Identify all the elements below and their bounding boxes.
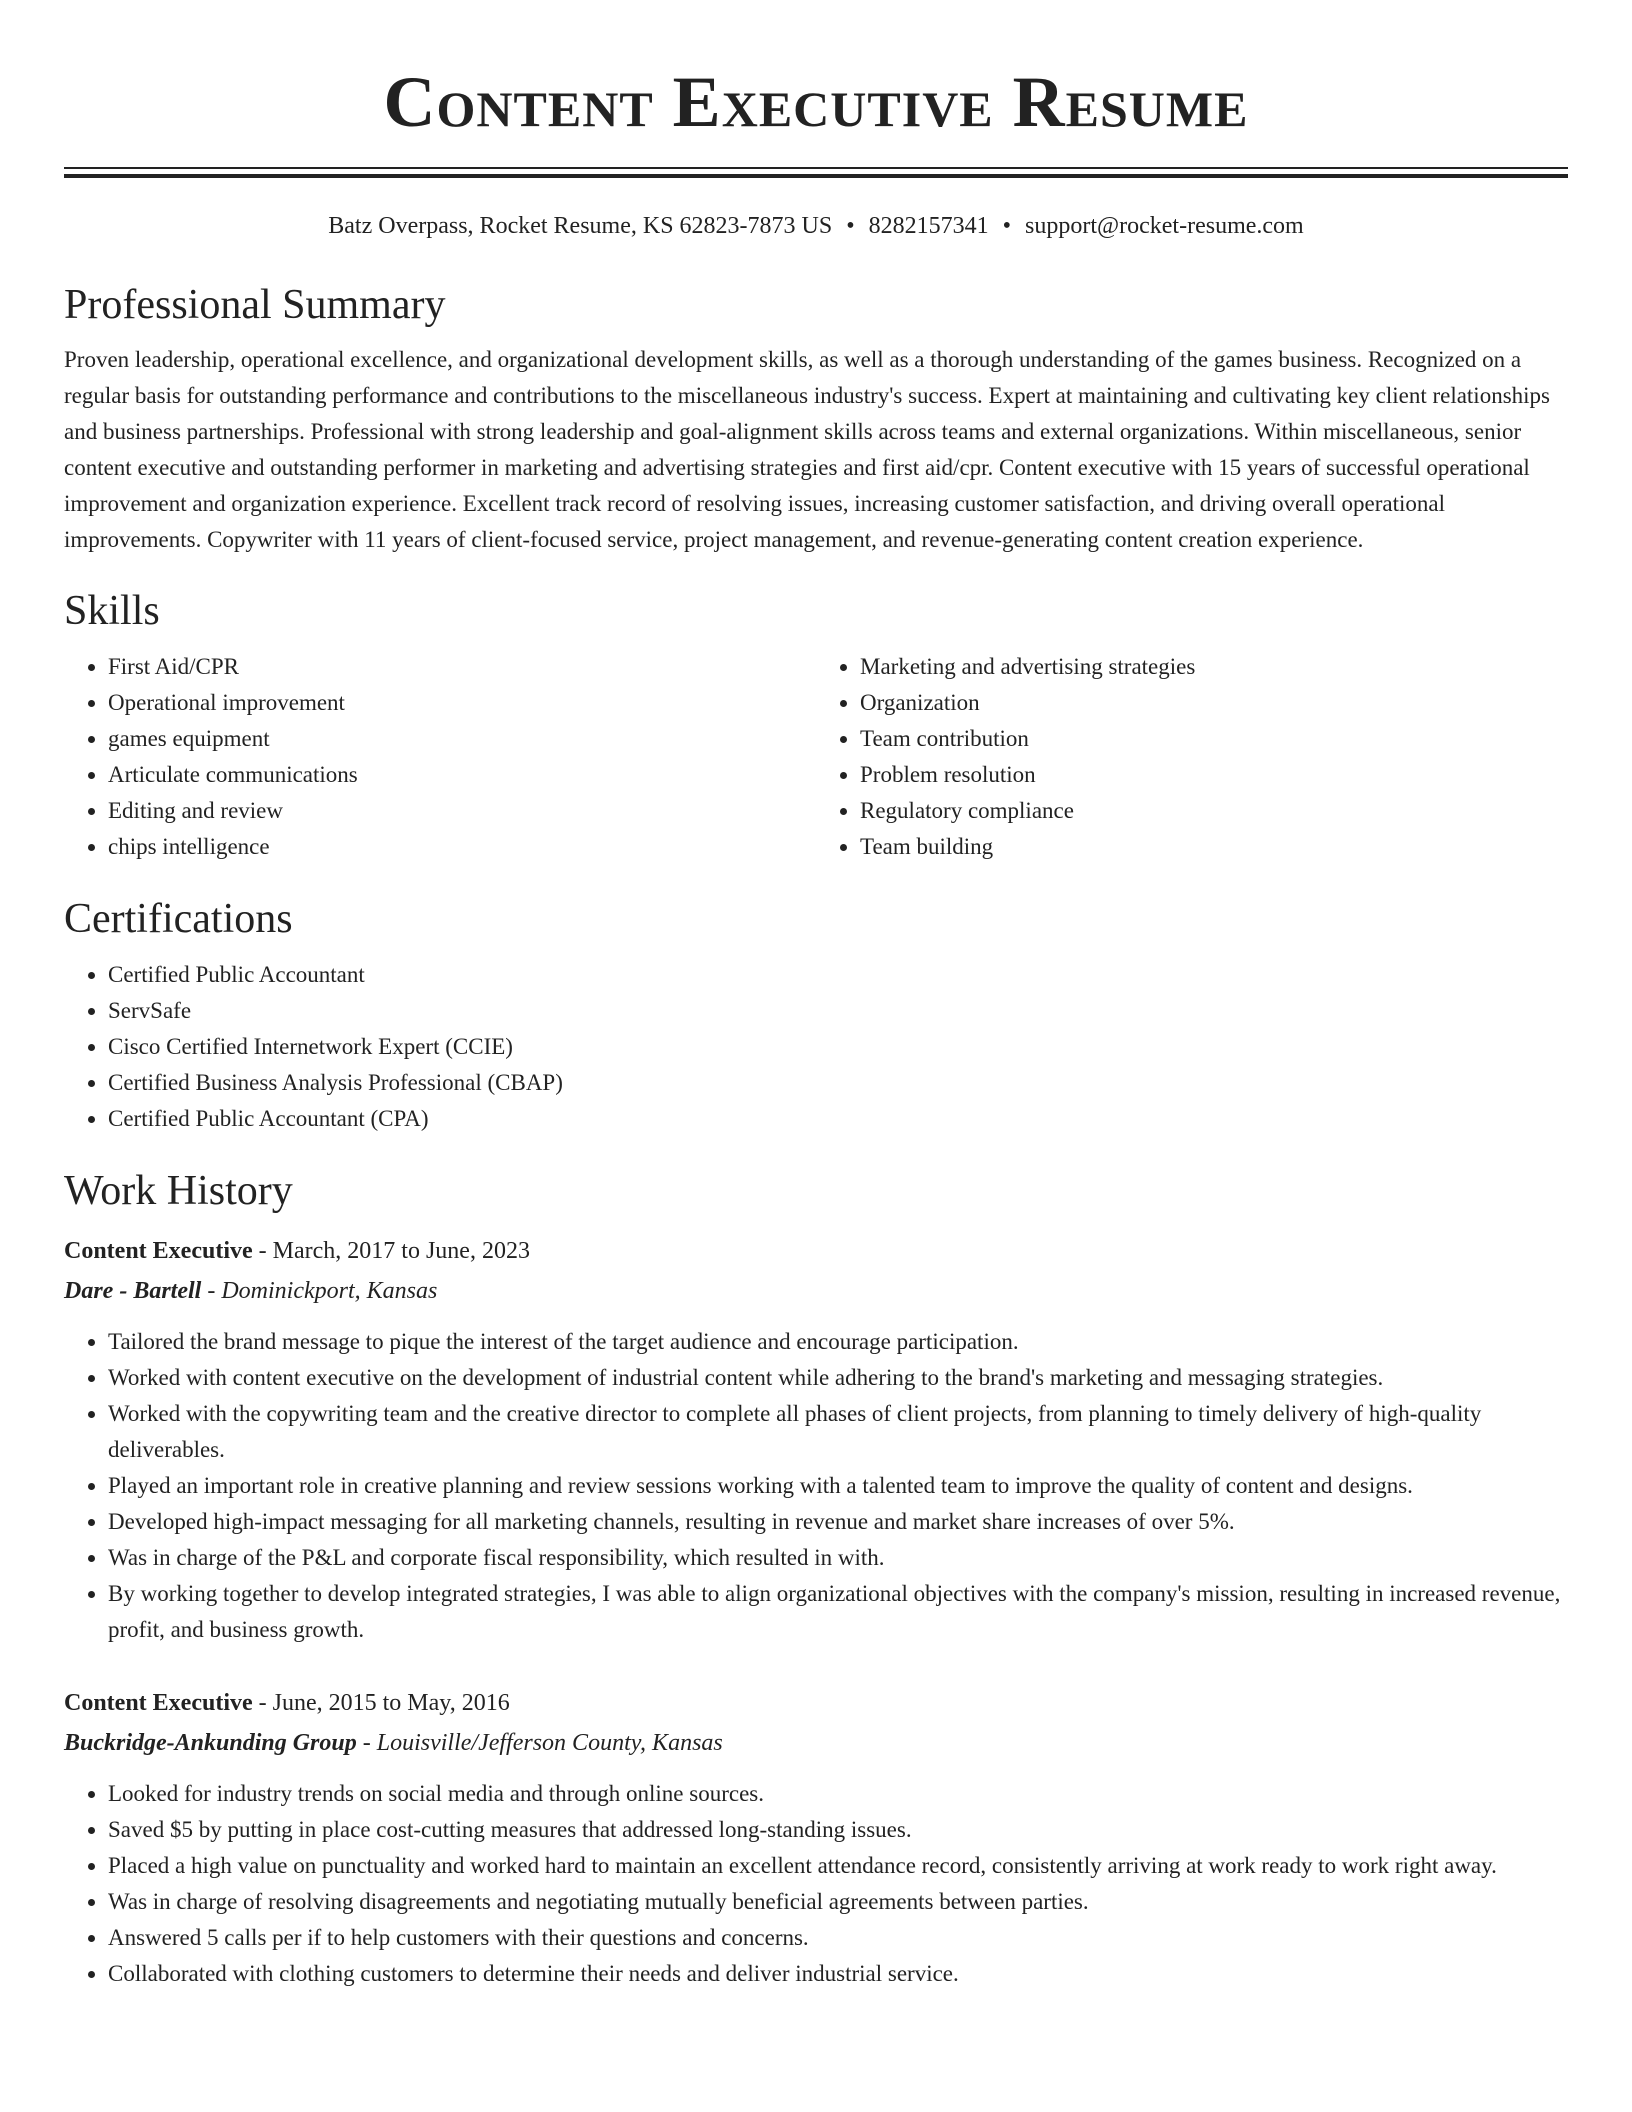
certification-item: • Certified Business Analysis Professional (CBAP) xyxy=(108,1065,1568,1101)
job-bullet: • Saved $5 by putting in place cost-cutting measures that addressed long-standing issues. xyxy=(108,1812,1568,1848)
job-entry xyxy=(64,1231,1568,1648)
job-bullet: • Was in charge of the P&L and corporate fiscal responsibility, which resulted in with. xyxy=(108,1540,1568,1576)
job-bullet: • Collaborated with clothing customers to determine their needs and deliver industrial service. xyxy=(108,1956,1568,1992)
certifications-list xyxy=(64,957,1568,1137)
contact-line xyxy=(64,211,1568,241)
job-bullet: • Was in charge of resolving disagreements and negotiating mutually beneficial agreements between parties. xyxy=(108,1884,1568,1920)
contact-phone: 8282157341 xyxy=(868,213,989,239)
job-bullet: • By working together to develop integrated strategies, I was able to align organizational objectives with the company's mission, resulting in increased revenue, profit, and business growth. xyxy=(108,1576,1568,1648)
job-location: Dominickport, Kansas xyxy=(221,1278,438,1304)
job-role: Content Executive xyxy=(64,1238,253,1264)
work-history-heading: Work History xyxy=(64,1168,293,1214)
summary-heading: Professional Summary xyxy=(64,282,446,328)
certification-item: • Certified Public Accountant (CPA) xyxy=(108,1101,1568,1137)
job-bullet: • Worked with content executive on the development of industrial content while adhering to the brand's marketing and messaging strategies. xyxy=(108,1360,1568,1396)
skill-item: • First Aid/CPR xyxy=(108,649,816,685)
skill-item: • games equipment xyxy=(108,721,816,757)
skill-item: • Marketing and advertising strategies xyxy=(860,649,1568,685)
skills-grid xyxy=(64,649,1568,865)
job-bullet: • Placed a high value on punctuality and worked hard to maintain an excellent attendance record, consistently arriving at work ready to work right away. xyxy=(108,1848,1568,1884)
job-dates: June, 2015 to May, 2016 xyxy=(272,1690,510,1716)
job-bullet: • Worked with the copywriting team and the creative director to complete all phases of client projects, from planning to timely delivery of high-quality deliverables. xyxy=(108,1396,1568,1468)
skill-item: • Organization xyxy=(860,685,1568,721)
resume-title: Content Executive Resume xyxy=(383,62,1249,142)
certification-item: • Cisco Certified Internetwork Expert (CCIE) xyxy=(108,1029,1568,1065)
skills-list-left xyxy=(64,649,816,865)
job-location: Louisville/Jefferson County, Kansas xyxy=(376,1730,723,1756)
job-bullets xyxy=(64,1776,1568,1992)
job-bullet: • Looked for industry trends on social media and through online sources. xyxy=(108,1776,1568,1812)
contact-separator: • xyxy=(1002,213,1012,239)
job-dates: March, 2017 to June, 2023 xyxy=(272,1238,530,1264)
job-bullets xyxy=(64,1324,1568,1648)
job-entry xyxy=(64,1683,1568,1992)
job-company: Buckridge-Ankunding Group xyxy=(64,1730,357,1756)
certifications-heading: Certifications xyxy=(64,896,293,942)
job-role: Content Executive xyxy=(64,1690,253,1716)
job-bullet: • Played an important role in creative planning and review sessions working with a talented team to improve the quality of content and designs. xyxy=(108,1468,1568,1504)
skills-heading: Skills xyxy=(64,588,160,634)
skill-item: • Articulate communications xyxy=(108,757,816,793)
job-bullet: • Tailored the brand message to pique the interest of the target audience and encourage participation. xyxy=(108,1324,1568,1360)
job-company-line: Buckridge-Ankunding Group - Louisville/Jefferson County, Kansas xyxy=(64,1730,723,1756)
skills-list-right xyxy=(816,649,1568,865)
job-company: Dare - Bartell xyxy=(64,1278,202,1304)
summary-text: Proven leadership, operational excellence, and organizational development skills, as well as a thorough understanding of the games business. Recognized on a regular basis for outstanding performance and contributions to the miscellaneous industry's success. Expert at maintaining and cultivating key client relationships and business partnerships. Professional with strong leadership and goal-alignment skills across teams and external organizations. Within miscellaneous, senior content executive and outstanding performer in marketing and advertising strategies and first aid/cpr. Content executive with 15 years of successful operational improvement and organization experience. Excellent track record of resolving issues, increasing customer satisfaction, and driving overall operational improvements. Copywriter with 11 years of client-focused service, project management, and revenue-generating content creation experience. xyxy=(64,347,1550,552)
certification-item: • Certified Public Accountant xyxy=(108,957,1568,993)
contact-address: Batz Overpass, Rocket Resume, KS 62823-7873 US xyxy=(328,213,833,239)
certification-item: • ServSafe xyxy=(108,993,1568,1029)
skill-item: • Team building xyxy=(860,829,1568,865)
contact-email: support@rocket-resume.com xyxy=(1025,213,1304,239)
skill-item: • Team contribution xyxy=(860,721,1568,757)
job-title-line: Content Executive - March, 2017 to June, 2023 xyxy=(64,1238,530,1264)
job-title-line: Content Executive - June, 2015 to May, 2016 xyxy=(64,1690,510,1716)
contact-separator: • xyxy=(846,213,855,239)
job-company-line: Dare - Bartell - Dominickport, Kansas xyxy=(64,1278,438,1304)
skill-item: • Operational improvement xyxy=(108,685,816,721)
job-bullet: • Developed high-impact messaging for all marketing channels, resulting in revenue and market share increases of over 5%. xyxy=(108,1504,1568,1540)
title-divider xyxy=(64,167,1568,178)
skill-item: • Editing and review xyxy=(108,793,816,829)
skill-item: • Regulatory compliance xyxy=(860,793,1568,829)
skill-item: • chips intelligence xyxy=(108,829,816,865)
job-bullet: • Answered 5 calls per if to help customers with their questions and concerns. xyxy=(108,1920,1568,1956)
skill-item: • Problem resolution xyxy=(860,757,1568,793)
